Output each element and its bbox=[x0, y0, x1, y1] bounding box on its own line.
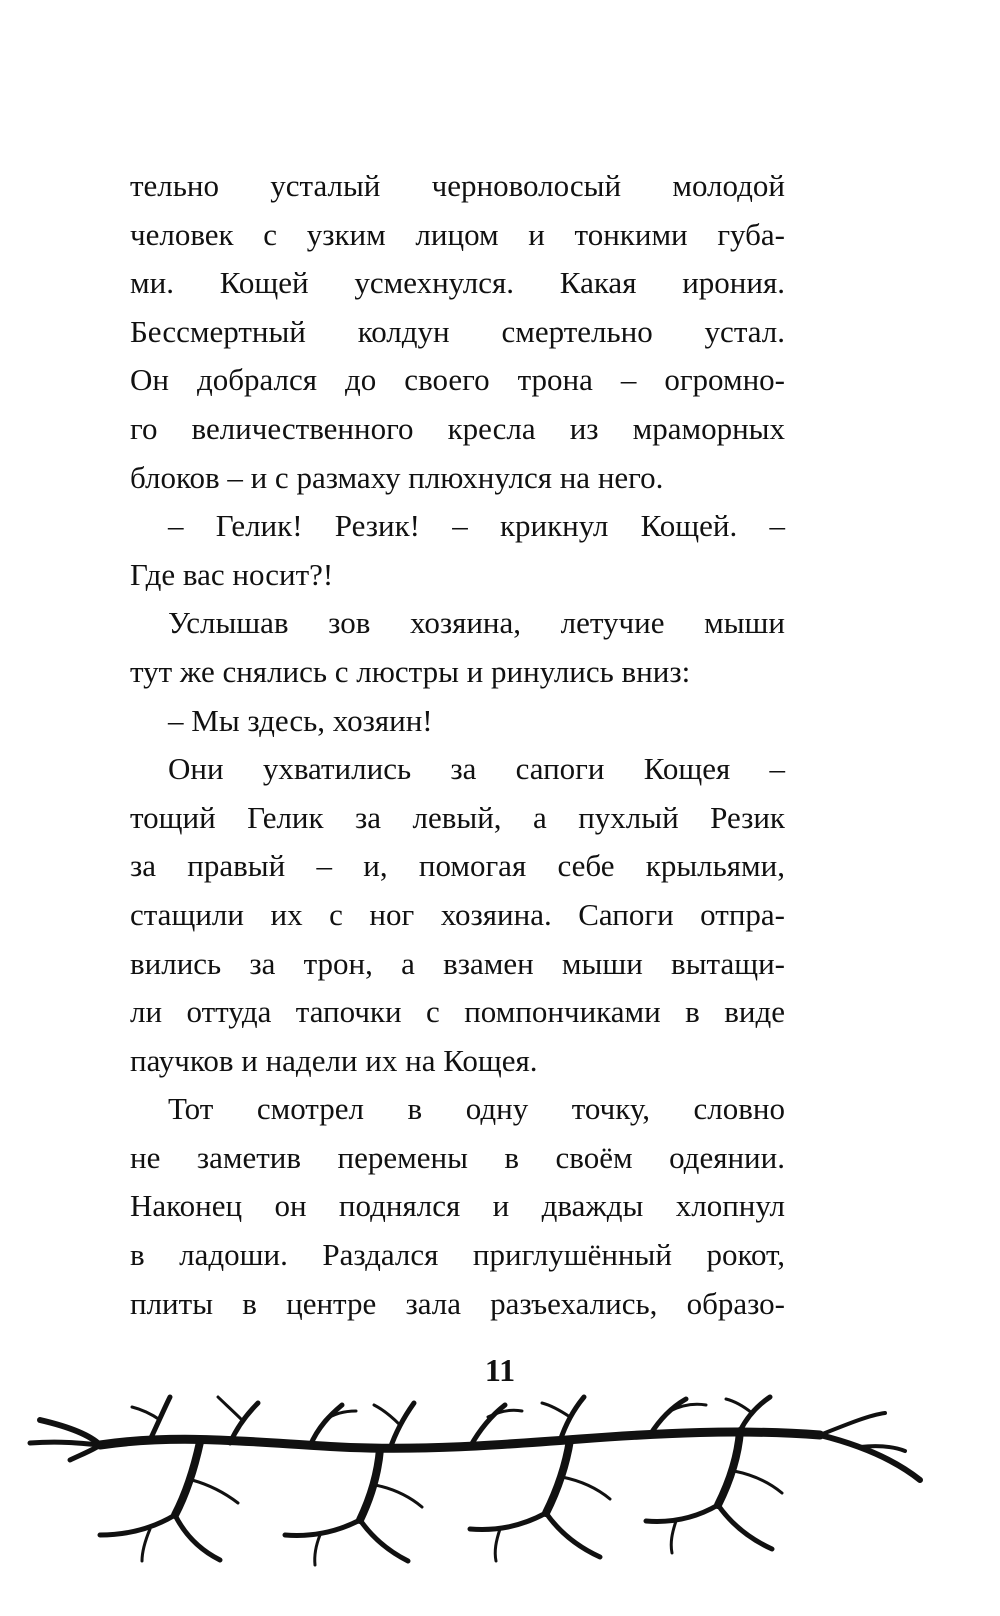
text-line: Наконец он поднялся и дважды хлопнул bbox=[130, 1188, 785, 1224]
body-text bbox=[130, 162, 785, 1328]
text-line: вились за трон, а взамен мыши вытащи- bbox=[130, 945, 785, 981]
text-line: го величественного кресла из мраморных bbox=[130, 410, 785, 446]
text-line: не заметив перемены в своём одеянии. bbox=[130, 1139, 785, 1175]
text-line: человек с узким лицом и тонкими губа- bbox=[130, 216, 785, 252]
text-line: в ладоши. Раздался приглушённый рокот, bbox=[130, 1237, 785, 1273]
text-line: – Мы здесь, хозяин! bbox=[168, 702, 433, 738]
text-line: Тот смотрел в одну точку, словно bbox=[168, 1091, 785, 1127]
text-line: тельно усталый черноволосый молодой bbox=[130, 168, 785, 203]
text-line: тут же снялись с люстры и ринулись вниз: bbox=[130, 653, 691, 689]
text-line: за правый – и, помогая себе крыльями, bbox=[130, 848, 785, 884]
text-line: Они ухватились за сапоги Кощея – bbox=[168, 751, 785, 787]
text-line: плиты в центре зала разъехались, образо- bbox=[130, 1285, 785, 1321]
text-line: блоков – и с размаху плюхнулся на него. bbox=[130, 459, 664, 495]
text-line: Он добрался до своего трона – огромно- bbox=[130, 362, 785, 398]
text-line: тощий Гелик за левый, а пухлый Резик bbox=[130, 799, 785, 835]
text-line: паучков и надели их на Кощея. bbox=[130, 1042, 538, 1078]
text-line: Услышав зов хозяина, летучие мыши bbox=[168, 605, 785, 641]
text-line: ми. Кощей усмехнулся. Какая ирония. bbox=[130, 265, 785, 301]
text-line: стащили их с ног хозяина. Сапоги отпра- bbox=[130, 896, 785, 932]
branches-ornament-icon bbox=[0, 1385, 1000, 1575]
page-number: 11 bbox=[484, 1352, 516, 1388]
text-line: ли оттуда тапочки с помпончиками в виде bbox=[130, 994, 785, 1030]
text-line: – Гелик! Резик! – крикнул Кощей. – bbox=[168, 508, 785, 544]
text-line: Где вас носит?! bbox=[130, 556, 334, 592]
text-line: Бессмертный колдун смертельно устал. bbox=[130, 313, 785, 349]
